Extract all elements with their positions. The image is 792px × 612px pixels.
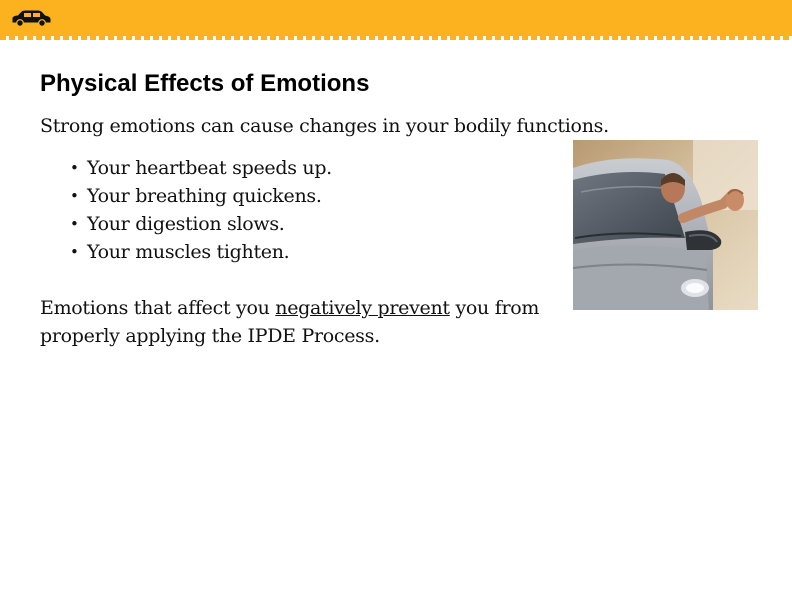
header-band (0, 0, 792, 36)
angry-driver-photo (573, 140, 758, 310)
list-item: • Your muscles tighten. (70, 238, 332, 266)
list-item: • Your digestion slows. (70, 210, 332, 238)
intro-text: Strong emotions can cause changes in your bodily functions. (40, 115, 609, 137)
list-item: • Your breathing quickens. (70, 182, 332, 210)
slide-title: Physical Effects of Emotions (40, 70, 370, 97)
closing-text-before: Emotions that affect you (40, 297, 276, 319)
bullet-list (70, 154, 332, 266)
header-edge (0, 34, 792, 40)
emphasis-text: negatively prevent (275, 297, 450, 319)
car-icon (10, 9, 52, 27)
list-item: • Your heartbeat speeds up. (70, 154, 332, 182)
closing-text (40, 294, 570, 350)
closing-text-after: you from properly applying the IPDE Process. (40, 297, 540, 347)
